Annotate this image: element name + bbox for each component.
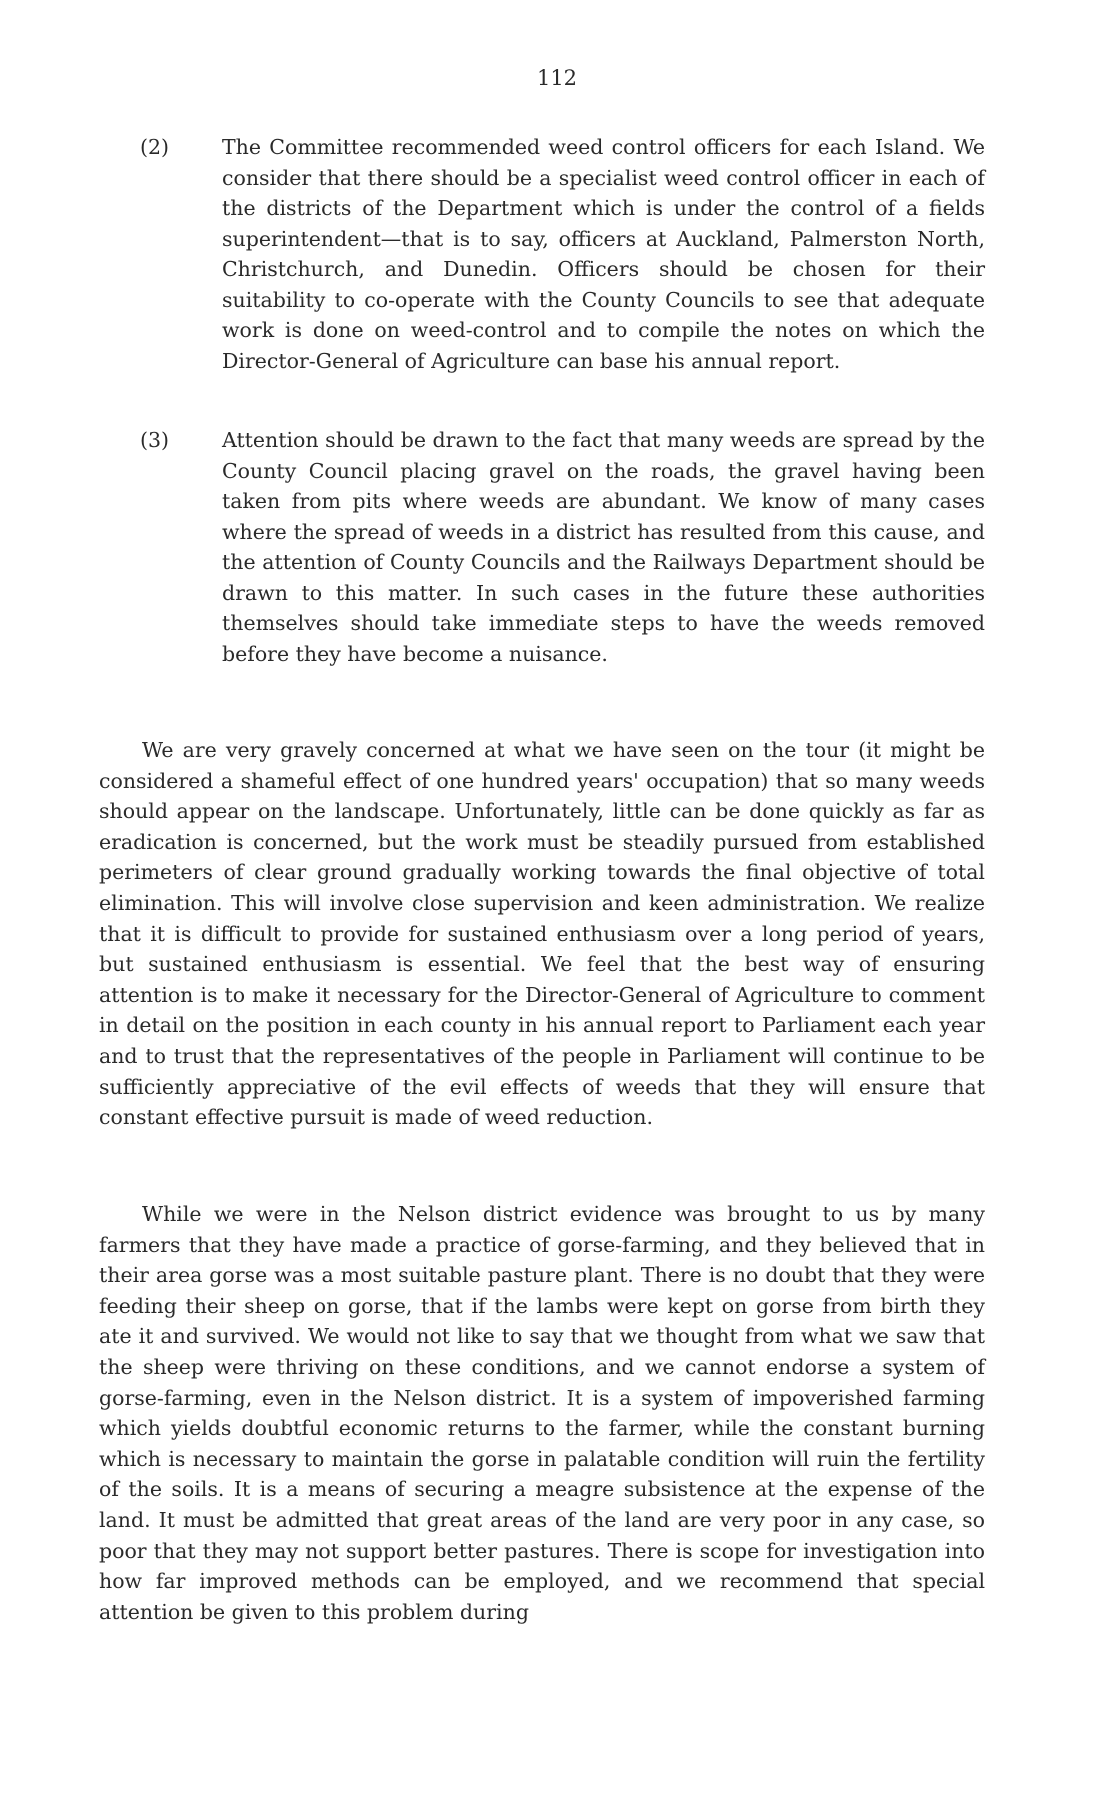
body-paragraph: While we were in the Nelson district evidence was brought to us by many farmers that they have made a practice of gorse-farming, and they believed that in their area gorse was a most suitable pasture plant. There is no doubt that they were feeding their sheep on gorse, that if the lambs were kept on gorse from birth they ate it and survived. We would not like to say that we thought from what we saw that the sheep were thriving on these conditions, and we cannot endorse a system of gorse-farming, even in the Nelson district. It is a system of impoverished farming which yields doubtful economic returns to the farmer, while the constant burning which is necessary to maintain the gorse in palatable condition will ruin the fertility of the soils. It is a means of securing a meagre subsistence at the expense of the land. It must be admitted that great areas of the land are very poor in any case, so poor that they may not support better pastures. There is scope for investigation into how far improved methods can be employed, and we recommend that special attention be given to this problem during	[99, 1202, 985, 1624]
body-paragraph: We are very gravely concerned at what we have seen on the tour (it might be considered a shameful effect of one hundred years' occupation) that so many weeds should appear on the landscape. Unfortunately, little can be done quickly as far as eradication is concerned, but the work must be steadily pursued from established perimeters of clear ground gradually working towards the final objective of total elimination. This will involve close supervision and keen administration. We realize that it is difficult to provide for sustained enthusiasm over a long period of years, but sustained enthusiasm is essential. We feel that the best way of ensuring attention is to make it necessary for the Director-General of Agriculture to comment in detail on the position in each county in his annual report to Parliament each year and to trust that the representatives of the people in Parliament will continue to be sufficiently appreciative of the evil effects of weeds that they will ensure that constant effective pursuit is made of weed reduction.	[99, 738, 985, 1130]
numbered-item-2	[140, 132, 985, 376]
item-number: (2)	[140, 135, 170, 159]
numbered-item-3	[140, 425, 985, 669]
page-number: 112	[536, 66, 578, 90]
item-number: (3)	[140, 428, 170, 452]
item-text: Attention should be drawn to the fact that many weeds are spread by the County Council placing gravel on the roads, the gravel having been taken from pits where weeds are abundant. We know of many cases where the spread of weeds in a district has resulted from this cause, and the attention of County Councils and the Railways Department should be drawn to this matter. In such cases in the future these authorities themselves should take immediate steps to have the weeds removed before they have become a nuisance.	[222, 428, 985, 666]
item-text: The Committee recommended weed control officers for each Island. We consider that there should be a specialist weed control officer in each of the districts of the Department which is under the control of a fields superintendent—that is to say, officers at Auckland, Palmerston North, Christchurch, and Dunedin. Officers should be chosen for their suitability to co-operate with the County Councils to see that adequate work is done on weed-control and to compile the notes on which the Director-General of Agriculture can base his annual report.	[222, 135, 985, 373]
